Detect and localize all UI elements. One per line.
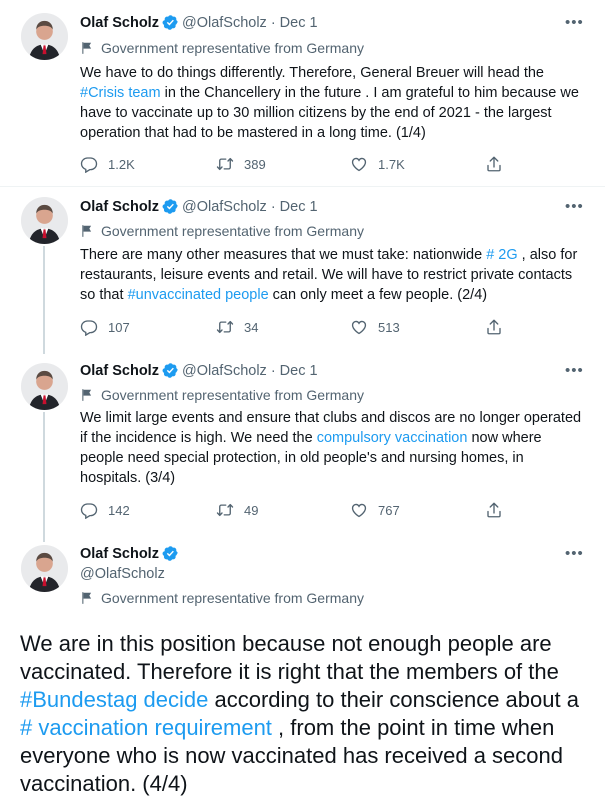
- more-icon[interactable]: •••: [565, 362, 584, 379]
- account-label-text: Government representative from Germany: [101, 590, 364, 606]
- tweet-2[interactable]: [0, 187, 605, 357]
- more-icon[interactable]: •••: [565, 198, 584, 215]
- like-icon: [350, 501, 368, 519]
- tweet-text-segment: There are many other measures that we must take: nationwide: [80, 247, 487, 263]
- hashtag-link[interactable]: # 2G: [486, 247, 518, 263]
- tweet-header: [80, 14, 318, 31]
- tweet-4-focused[interactable]: [0, 537, 605, 799]
- hashtag-link[interactable]: # vaccination requirement: [20, 715, 272, 740]
- tweet-text-segment: according to their conscience about a: [208, 687, 579, 712]
- tweet-actions: [80, 318, 510, 338]
- retweet-icon: [216, 501, 234, 519]
- account-label: [80, 223, 364, 239]
- verified-badge-icon: [162, 14, 179, 31]
- tweet-3[interactable]: [0, 357, 605, 537]
- tweet-text: [80, 63, 586, 143]
- hashtag-link[interactable]: compulsory vaccination: [316, 430, 468, 446]
- hashtag-link[interactable]: #Crisis team: [80, 85, 161, 101]
- tweet-date[interactable]: Dec 1: [279, 198, 318, 215]
- like-count: 767: [378, 502, 400, 518]
- like-icon: [350, 318, 368, 336]
- tweet-1[interactable]: [0, 0, 605, 185]
- reply-icon: [80, 155, 98, 173]
- account-label-text: Government representative from Germany: [101, 40, 364, 56]
- tweet-text: [80, 245, 586, 305]
- author-handle[interactable]: @OlafScholz: [181, 198, 267, 215]
- tweet-text: [20, 630, 592, 798]
- tweet-text-segment: , from the point in time when everyone who is now vaccinated has received a second vaccination. (4/4): [20, 715, 563, 796]
- tweet-text-segment: in the Chancellery in the future . I am grateful to him because we have to vaccinate up to 30 million citizens by the end of 2021 - the largest operation that had to be mastered in a long time. (1/4): [80, 85, 579, 141]
- share-icon: [485, 318, 503, 336]
- more-icon[interactable]: •••: [565, 545, 584, 562]
- reply-button[interactable]: [80, 501, 130, 519]
- share-icon: [485, 155, 503, 173]
- retweet-button[interactable]: [216, 318, 258, 336]
- tweet-text: [80, 408, 586, 488]
- account-label: [80, 40, 364, 56]
- retweet-count: 389: [244, 156, 266, 172]
- author-name[interactable]: Olaf Scholz: [80, 362, 159, 379]
- reply-count: 142: [108, 502, 130, 518]
- like-count: 513: [378, 319, 400, 335]
- retweet-button[interactable]: [216, 155, 266, 173]
- avatar[interactable]: [21, 13, 68, 60]
- author-handle[interactable]: @OlafScholz: [80, 566, 165, 582]
- share-icon: [485, 501, 503, 519]
- share-button[interactable]: [485, 155, 513, 173]
- avatar[interactable]: [21, 545, 68, 592]
- flag-icon: [80, 224, 94, 238]
- reply-count: 107: [108, 319, 130, 335]
- separator: ·: [270, 198, 276, 215]
- verified-badge-icon: [162, 545, 179, 562]
- tweet-text-segment: We limit large events and ensure that clubs and discos are no longer operated if the incidence is high. We need the: [80, 410, 582, 446]
- flag-icon: [80, 41, 94, 55]
- avatar[interactable]: [21, 197, 68, 244]
- tweet-text-segment: now where people need special protection, in old people's and nursing homes, in hospitals. (3/4): [80, 430, 542, 486]
- hashtag-link[interactable]: #Bundestag decide: [20, 687, 209, 712]
- more-icon[interactable]: •••: [565, 14, 584, 31]
- account-label-text: Government representative from Germany: [101, 387, 364, 403]
- like-button[interactable]: [350, 318, 400, 336]
- retweet-icon: [216, 155, 234, 173]
- tweet-header: [80, 362, 318, 379]
- account-label: [80, 387, 364, 403]
- like-button[interactable]: [350, 155, 405, 173]
- retweet-icon: [216, 318, 234, 336]
- retweet-count: 49: [244, 502, 259, 518]
- tweet-text-segment: We have to do things differently. Therefore, General Breuer will head the: [80, 65, 544, 81]
- share-button[interactable]: [485, 501, 513, 519]
- retweet-count: 34: [244, 319, 259, 335]
- retweet-button[interactable]: [216, 501, 258, 519]
- tweet-actions: [80, 501, 510, 521]
- author-name[interactable]: Olaf Scholz: [80, 545, 159, 562]
- reply-button[interactable]: [80, 318, 130, 336]
- tweet-header: [80, 198, 318, 215]
- verified-badge-icon: [162, 198, 179, 215]
- reply-button[interactable]: [80, 155, 135, 173]
- tweet-text-segment: , also for restaurants, leisure events and retail. We will have to restrict private contacts so that: [80, 247, 578, 303]
- like-button[interactable]: [350, 501, 400, 519]
- flag-icon: [80, 591, 94, 605]
- tweet-header: [80, 545, 182, 562]
- account-label: [80, 590, 364, 606]
- tweet-text-segment: can only meet a few people. (2/4): [268, 287, 488, 303]
- hashtag-link[interactable]: #unvaccinated people: [127, 287, 269, 303]
- tweet-actions: [80, 155, 510, 175]
- author-name[interactable]: Olaf Scholz: [80, 198, 159, 215]
- avatar[interactable]: [21, 363, 68, 410]
- separator: ·: [270, 14, 276, 31]
- like-count: 1.7K: [378, 156, 405, 172]
- author-name[interactable]: Olaf Scholz: [80, 14, 159, 31]
- flag-icon: [80, 388, 94, 402]
- reply-count: 1.2K: [108, 156, 135, 172]
- separator: ·: [270, 362, 276, 379]
- tweet-header-handle: [80, 566, 165, 582]
- tweet-date[interactable]: Dec 1: [279, 14, 318, 31]
- verified-badge-icon: [162, 362, 179, 379]
- account-label-text: Government representative from Germany: [101, 223, 364, 239]
- tweet-text-segment: We are in this position because not enough people are vaccinated. Therefore it is right that the members of the: [20, 631, 559, 684]
- share-button[interactable]: [485, 318, 513, 336]
- tweet-date[interactable]: Dec 1: [279, 362, 318, 379]
- author-handle[interactable]: @OlafScholz: [181, 14, 267, 31]
- author-handle[interactable]: @OlafScholz: [181, 362, 267, 379]
- reply-icon: [80, 501, 98, 519]
- reply-icon: [80, 318, 98, 336]
- like-icon: [350, 155, 368, 173]
